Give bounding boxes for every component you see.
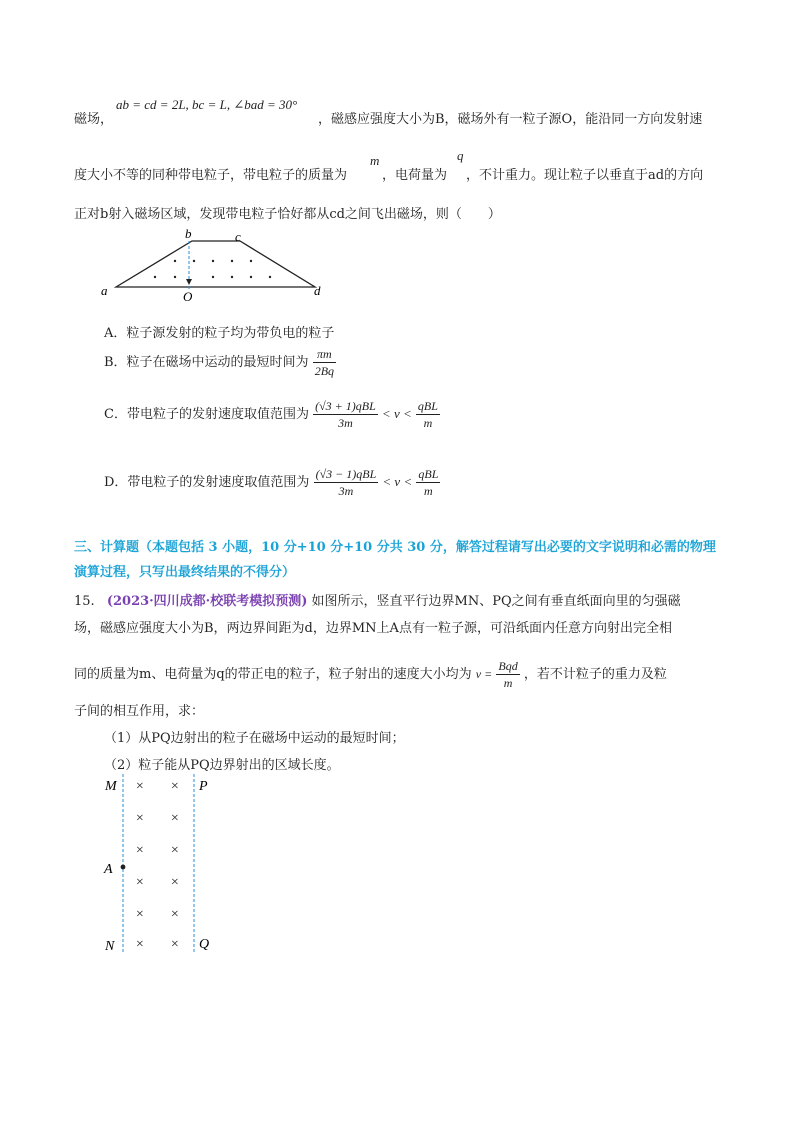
cross-icon: × <box>170 907 180 922</box>
label-Q: Q <box>199 937 210 952</box>
label-d: d <box>314 283 321 298</box>
cross-icon: × <box>135 811 145 826</box>
cross-icon: × <box>135 907 145 922</box>
q14-line2-c: ，不计重力。现让粒子以垂直于ad的方向 <box>466 168 704 183</box>
frac-den: m <box>424 484 433 498</box>
label-N: N <box>105 939 115 954</box>
option-c-text: C．带电粒子的发射速度取值范围为 <box>104 407 309 422</box>
question-number: 15. <box>74 594 95 609</box>
inequality: < v < <box>382 474 413 489</box>
source-point-A <box>121 865 126 870</box>
q15-text-a: 同的质量为m、电荷量为q的带正电的粒子，粒子射出的速度大小均为 <box>74 667 472 682</box>
q15-line2: 场，磁感应强度大小为B，两边界间距为d，边界MN上A点有一粒子源，可沿纸面内任意方向射出完全相 <box>74 621 672 636</box>
option-d-frac2 <box>416 466 440 499</box>
cross-marks <box>135 779 179 952</box>
label-c: c <box>235 229 241 244</box>
text-prefix: 磁场， <box>74 112 114 127</box>
frac-den: 2Bq <box>314 364 335 378</box>
option-c <box>104 398 440 431</box>
field-dots <box>154 260 271 278</box>
q15-text-b: ，若不计粒子的重力及粒 <box>523 667 667 682</box>
frac-den: 3m <box>338 484 354 498</box>
q15-sub2: （2）粒子能从PQ边界射出的区域长度。 <box>104 758 340 773</box>
cross-icon: × <box>135 779 145 794</box>
cross-icon: × <box>135 875 145 890</box>
cross-icon: × <box>135 937 145 952</box>
option-c-frac2 <box>416 398 440 431</box>
boundary-figure <box>95 770 235 960</box>
section-heading-line1: 三、计算题（本题包括 3 小题，10 分+10 分+10 分共 30 分，解答过程请写出必要的文字说明和必需的物理 <box>74 540 716 555</box>
trapezoid-figure <box>95 225 335 305</box>
q15-line4: 子间的相互作用，求： <box>74 704 205 719</box>
label-M: M <box>105 779 117 794</box>
cross-icon: × <box>170 875 180 890</box>
cross-icon: × <box>170 779 180 794</box>
option-b-fraction <box>313 346 336 379</box>
question-source: (2023·四川成都·校联考模拟预测) <box>106 594 308 609</box>
q15-text: 如图所示，竖直平行边界MN、PQ之间有垂直纸面向里的匀强磁 <box>311 594 681 609</box>
inequality: < v < <box>381 406 412 421</box>
option-b-text: B．粒子在磁场中运动的最短时间为 <box>104 355 309 370</box>
condition-formula: ab = cd = 2L, bc = L, ∠bad = 30° <box>116 97 298 112</box>
label-a: a <box>101 283 108 298</box>
label-P: P <box>199 779 208 794</box>
frac-num: (√3 + 1)qBL <box>315 399 376 413</box>
frac-num: qBL <box>418 467 439 481</box>
option-d-frac1 <box>314 466 379 499</box>
q15-line1 <box>74 590 681 609</box>
q15-sub1: （1）从PQ边射出的粒子在磁场中运动的最短时间； <box>104 731 405 746</box>
q14-line2 <box>74 164 347 183</box>
cross-icon: × <box>135 843 145 858</box>
q14-line1 <box>74 108 113 127</box>
charge-symbol: q <box>457 148 464 163</box>
arrow-up-icon <box>186 279 192 285</box>
frac-num: Bqd <box>498 659 518 673</box>
frac-den: m <box>423 416 433 430</box>
q14-line2-b: ，电荷量为 <box>382 168 448 183</box>
label-A: A <box>104 862 113 877</box>
option-d-text: D．带电粒子的发射速度取值范围为 <box>104 475 310 490</box>
cross-icon: × <box>170 811 180 826</box>
frac-num: πm <box>313 346 336 363</box>
label-b: b <box>185 226 192 241</box>
velocity-lhs: v = <box>475 667 493 681</box>
cross-icon: × <box>170 937 180 952</box>
magnetic-region-outline <box>116 241 315 287</box>
frac-den: 3m <box>338 416 353 430</box>
option-d <box>104 466 440 499</box>
frac-num: qBL <box>417 399 438 413</box>
label-O: O <box>183 289 193 304</box>
frac-den: m <box>503 676 513 690</box>
option-b <box>104 346 336 379</box>
option-c-frac1 <box>313 398 378 431</box>
cross-icon: × <box>170 843 180 858</box>
q14-line1-suffix: ，磁感应强度大小为B，磁场外有一粒子源O，能沿同一方向发射速 <box>318 112 703 127</box>
q15-line3 <box>74 658 667 691</box>
q14-line3: 正对b射入磁场区域，发现带电粒子恰好都从cd之间飞出磁场，则（ ） <box>74 207 501 222</box>
option-a: A．粒子源发射的粒子均为带负电的粒子 <box>104 326 335 341</box>
frac-num: (√3 − 1)qBL <box>315 467 377 481</box>
text-a: 度大小不等的同种带电粒子，带电粒子的质量为 <box>74 168 348 183</box>
velocity-fraction <box>496 658 519 691</box>
section-heading-line2: 演算过程，只写出最终结果的不得分） <box>74 565 296 580</box>
mass-symbol: m <box>370 153 380 168</box>
